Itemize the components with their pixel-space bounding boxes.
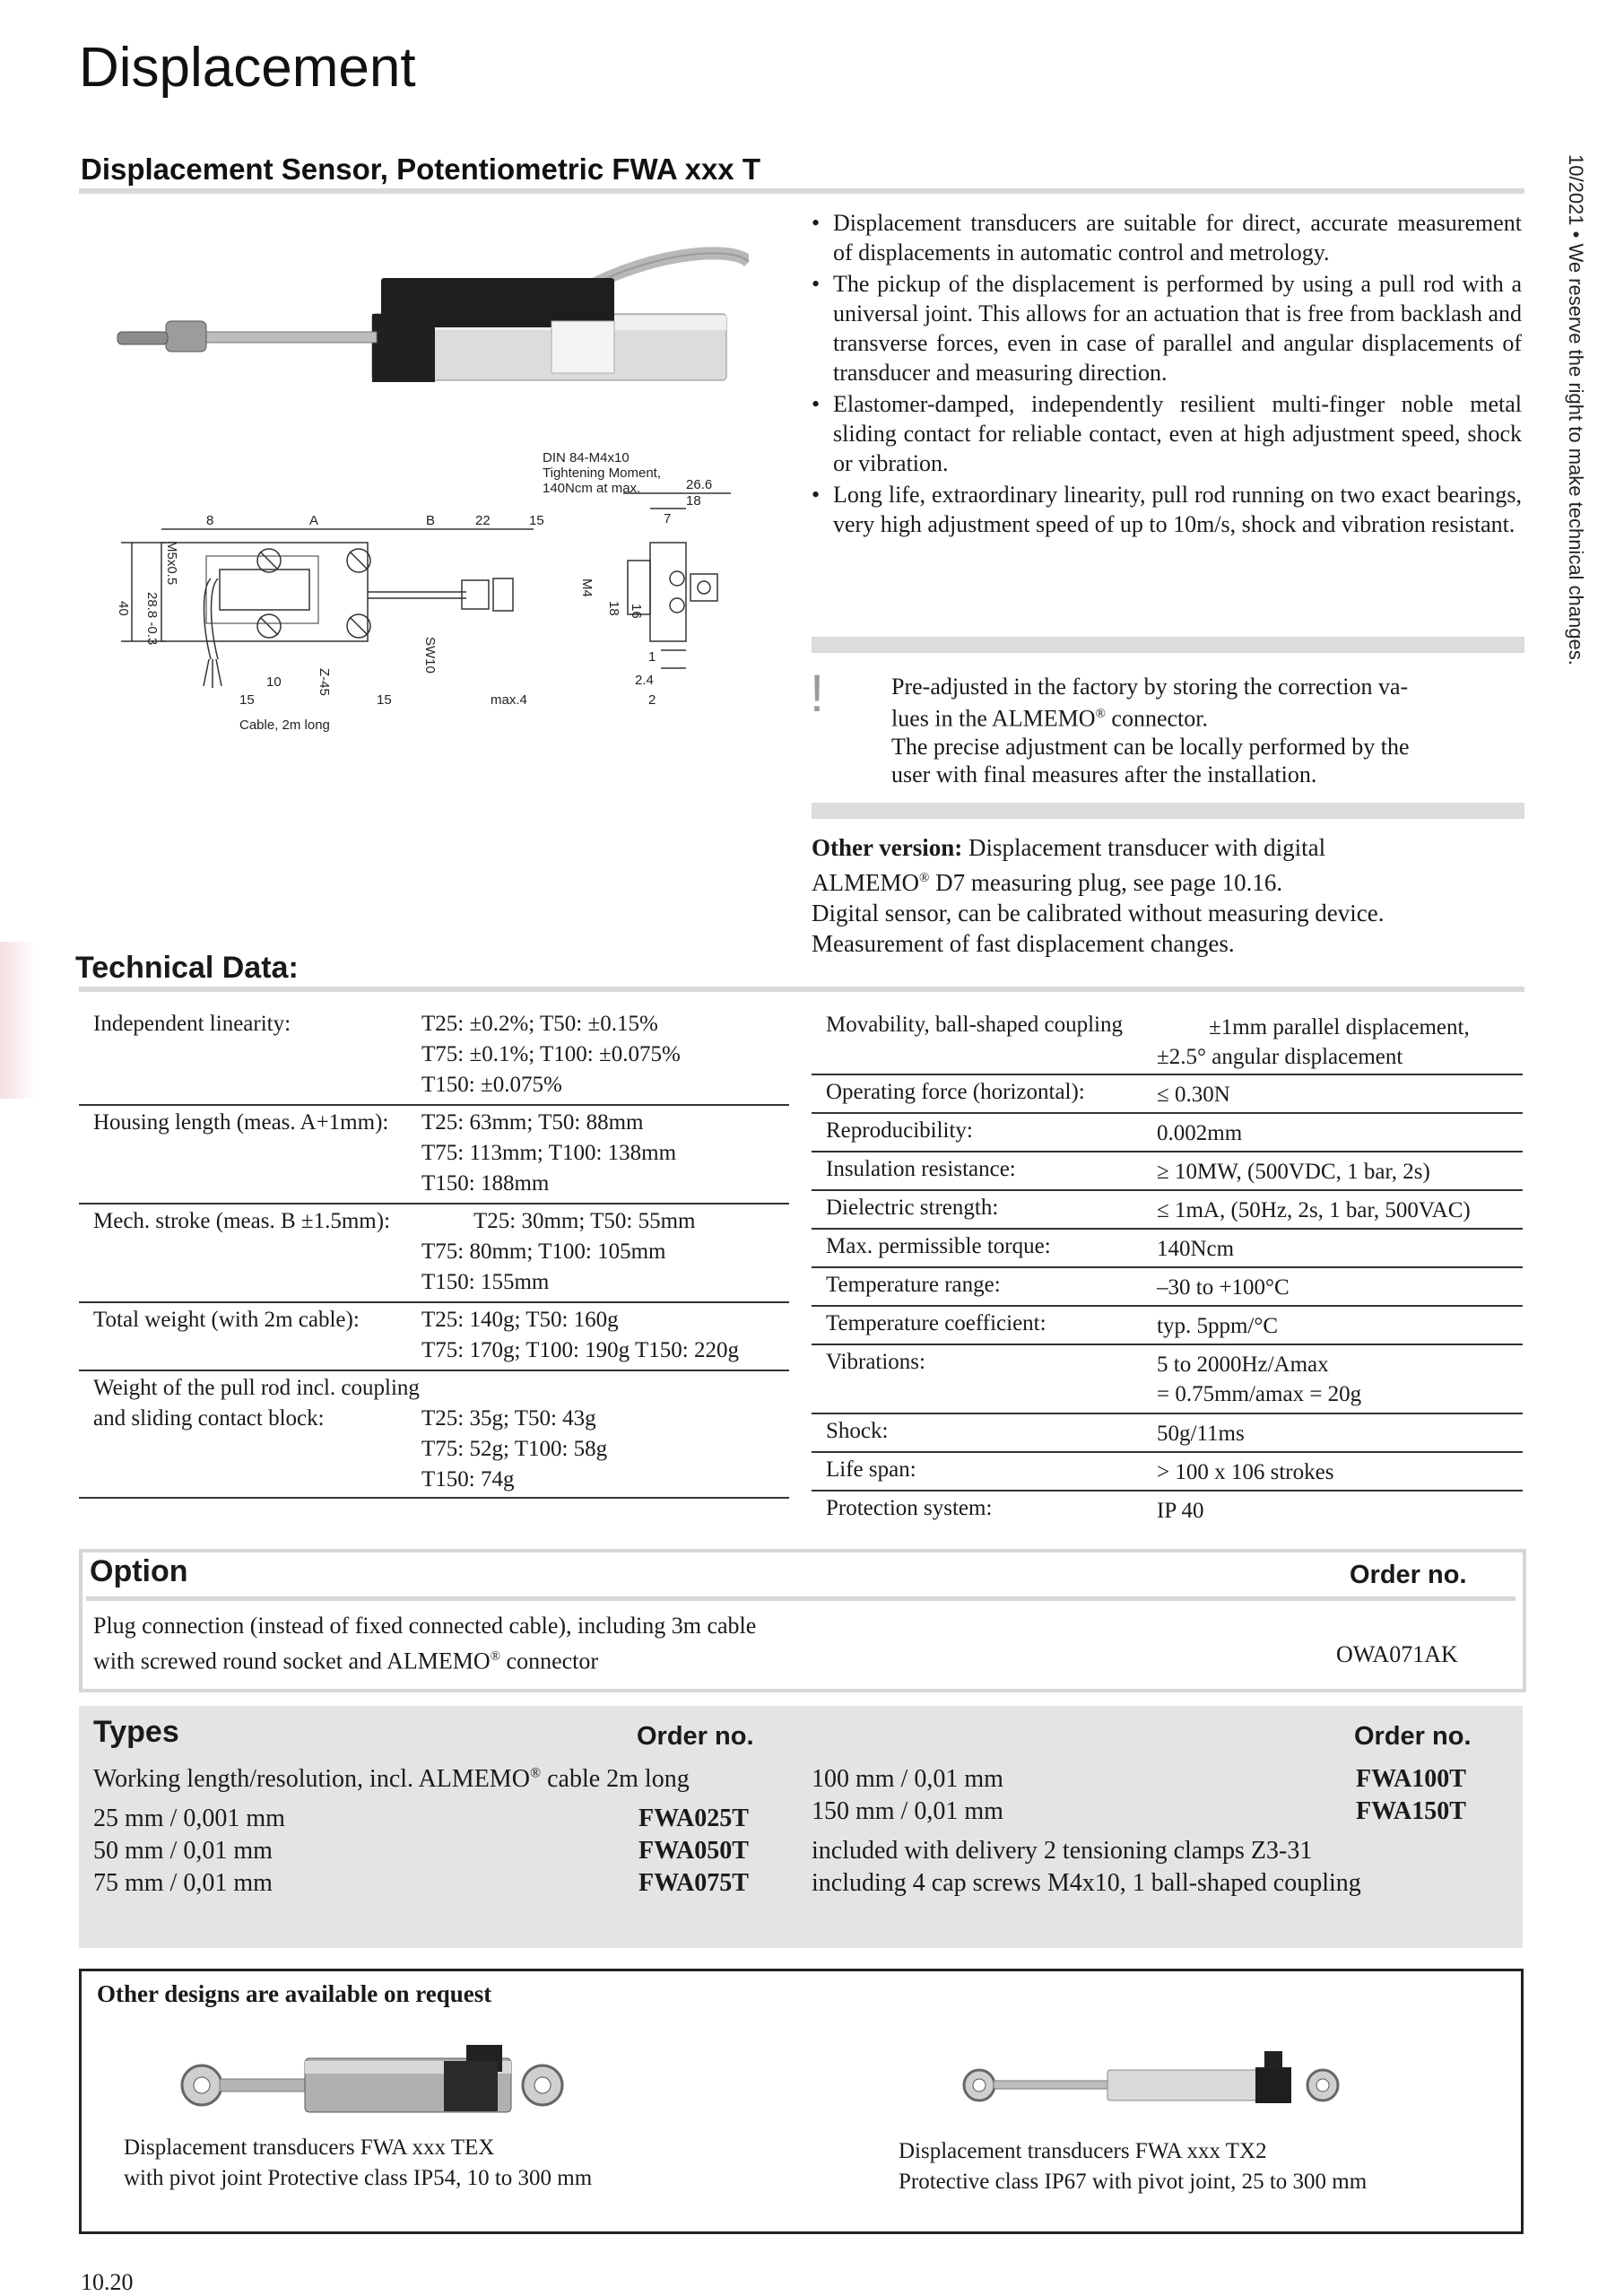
table-row: Reproducibility: 0.002mm bbox=[812, 1115, 1523, 1152]
types-order-label: Order no. bbox=[1354, 1722, 1472, 1751]
product-photo-tx2 bbox=[960, 2040, 1354, 2112]
table-row: Operating force (horizontal): ≤ 0.30N bbox=[812, 1076, 1523, 1114]
dim-label: M5x0.5 bbox=[164, 541, 179, 586]
warning-icon: ! bbox=[810, 665, 825, 723]
option-title: Option bbox=[90, 1554, 188, 1588]
type-code: FWA025T bbox=[638, 1805, 749, 1832]
types-title: Types bbox=[93, 1715, 179, 1749]
table-row: Mech. stroke (meas. B ±1.5mm): T25: 30mm; T50: 55mm T75: 80mm; T100: 105mm T150: 155mm bbox=[79, 1206, 789, 1303]
option-order-label: Order no. bbox=[1350, 1561, 1467, 1589]
type-desc: 150 mm / 0,01 mm bbox=[812, 1797, 1003, 1825]
dim-cable-label: Cable, 2m long bbox=[239, 718, 330, 733]
technical-data-rule bbox=[79, 987, 1524, 992]
table-row: Temperature range: –30 to +100°C bbox=[812, 1269, 1523, 1307]
other-design-caption-tx2: Displacement transducers FWA xxx TX2 Protective class IP67 with pivot joint, 25 to 300 mm bbox=[899, 2139, 1368, 2194]
option-description: Plug connection (instead of fixed connected cable), including 3m cable with screwed round socket and ALMEMO® connector bbox=[93, 1613, 757, 1674]
table-row: Protection system: IP 40 bbox=[826, 1496, 1204, 1523]
dim-label: 26.6 bbox=[686, 477, 713, 492]
types-note: including 4 cap screws M4x10, 1 ball-shaped coupling bbox=[812, 1869, 1361, 1897]
types-intro: Working length/resolution, incl. ALMEMO® cable 2m long bbox=[93, 1765, 690, 1793]
feature-item: • The pickup of the displacement is performed by using a pull rod with a universal joint. This allows for an actuation that is free from backlash and transverse forces, even in case of parallel and angular displacements of transducer and measuring direction. bbox=[812, 271, 1522, 386]
dim-note-tight: Tightening Moment, bbox=[543, 465, 662, 481]
dim-label: 40 bbox=[116, 601, 131, 616]
feature-item: • Elastomer-damped, independently resilient multi-finger noble metal sliding contact for reliable contact, even at high adjustment speed, shock or vibration. bbox=[812, 391, 1522, 476]
table-row: Insulation resistance: ≥ 10MW, (500VDC, 1 bar, 2s) bbox=[812, 1153, 1523, 1191]
dim-label: SW10 bbox=[422, 637, 438, 674]
dim-label: 16 bbox=[629, 604, 644, 619]
table-row: Max. permissible torque: 140Ncm bbox=[812, 1231, 1523, 1268]
table-row: Shock: 50g/11ms bbox=[812, 1415, 1523, 1453]
dim-label: 18 bbox=[606, 601, 621, 616]
type-desc: 75 mm / 0,01 mm bbox=[93, 1869, 273, 1897]
feature-list bbox=[812, 208, 1522, 541]
side-note: 10/2021 • We reserve the right to make technical changes. bbox=[1565, 154, 1587, 665]
page-number: 10.20 bbox=[81, 2269, 134, 2295]
technical-drawing bbox=[112, 444, 776, 749]
note-text: Pre-adjusted in the factory by storing the correction va- lues in the ALMEMO® connector. The precise adjustment can be locally performed by the user with final measures after the installation. bbox=[891, 674, 1410, 787]
other-version: Other version: Displacement transducer with digital ALMEMO® D7 measuring plug, see page 10.16. Digital sensor, can be calibrated without measuring device. Measurement of fast displacement changes. bbox=[812, 834, 1385, 957]
dim-label: M4 bbox=[579, 578, 595, 597]
product-photo-tex bbox=[175, 2036, 569, 2117]
page-title: Displacement bbox=[79, 37, 416, 99]
type-desc: 25 mm / 0,001 mm bbox=[93, 1805, 285, 1832]
note-top-bar bbox=[812, 637, 1524, 653]
dim-note-torque: 140Ncm at max. bbox=[543, 481, 641, 496]
table-row: Housing length (meas. A+1mm): T25: 63mm; T50: 88mm T75: 113mm; T100: 138mm T150: 188mm bbox=[79, 1108, 789, 1205]
feature-item: • Displacement transducers are suitable for direct, accurate measurement of displacements in automatic control and metrology. bbox=[812, 210, 1522, 265]
table-row: Dielectric strength: ≤ 1mA, (50Hz, 2s, 1 bar, 500VAC) bbox=[812, 1192, 1523, 1230]
dim-label: 8 bbox=[206, 513, 214, 528]
dim-label: max.4 bbox=[491, 692, 527, 708]
section-rule bbox=[79, 188, 1524, 194]
technical-data-title: Technical Data: bbox=[75, 951, 299, 985]
types-box bbox=[79, 1706, 1523, 1948]
dim-label: 7 bbox=[664, 511, 672, 526]
dim-label: 15 bbox=[529, 513, 544, 528]
type-code: FWA075T bbox=[638, 1869, 749, 1897]
table-row: Weight of the pull rod incl. coupling and sliding contact block: T25: 35g; T50: 43g T75: 52g; T100: 58g T150: 74g bbox=[79, 1373, 789, 1499]
dim-label: 10 bbox=[266, 674, 282, 690]
dim-label: B bbox=[426, 513, 436, 528]
dim-label: 15 bbox=[377, 692, 392, 708]
option-order-code: OWA071AK bbox=[1336, 1641, 1458, 1667]
table-row: Independent linearity: T25: ±0.2%; T50: ±0.15% T75: ±0.1%; T100: ±0.075% T150: ±0.075% bbox=[79, 1009, 789, 1106]
dim-label: A bbox=[309, 513, 319, 528]
type-code: FWA050T bbox=[638, 1837, 749, 1865]
product-photo bbox=[103, 235, 749, 414]
section-title: Displacement Sensor, Potentiometric FWA xxx T bbox=[81, 152, 760, 186]
dim-label: 2 bbox=[648, 692, 656, 708]
table-row: Life span: > 100 x 106 strokes bbox=[812, 1454, 1523, 1492]
type-code: FWA100T bbox=[1356, 1765, 1466, 1793]
dim-label: 22 bbox=[475, 513, 491, 528]
type-desc: 100 mm / 0,01 mm bbox=[812, 1765, 1003, 1793]
types-order-label: Order no. bbox=[637, 1722, 754, 1751]
dim-label: 15 bbox=[239, 692, 255, 708]
dim-note-din: DIN 84-M4x10 bbox=[543, 450, 630, 465]
type-desc: 50 mm / 0,01 mm bbox=[93, 1837, 273, 1865]
dim-label: 1 bbox=[648, 649, 656, 665]
dim-label: Z-45 bbox=[317, 668, 332, 696]
table-row: Total weight (with 2m cable): T25: 140g; T50: 160g T75: 170g; T100: 190g T150: 220g bbox=[79, 1305, 789, 1371]
other-design-caption-tex: Displacement transducers FWA xxx TEX with pivot joint Protective class IP54, 10 to 300 mm bbox=[124, 2135, 593, 2190]
table-row: Movability, ball-shaped coupling ±1mm parallel displacement, ±2.5° angular displacement bbox=[812, 1009, 1523, 1075]
table-row: Vibrations: 5 to 2000Hz/Amax = 0.75mm/amax = 20g bbox=[812, 1346, 1523, 1414]
dim-label: 28.8 -0.3 bbox=[144, 592, 160, 646]
dim-label: 2.4 bbox=[635, 673, 654, 688]
type-code: FWA150T bbox=[1356, 1797, 1466, 1825]
note-bottom-bar bbox=[812, 803, 1524, 819]
table-row: Temperature coefficient: typ. 5ppm/°C bbox=[812, 1308, 1523, 1345]
types-note: included with delivery 2 tensioning clamps Z3-31 bbox=[812, 1837, 1313, 1865]
other-designs-title: Other designs are available on request bbox=[97, 1980, 492, 2007]
dim-label: 18 bbox=[686, 493, 701, 509]
tech-left-table bbox=[79, 1009, 789, 1502]
feature-item: • Long life, extraordinary linearity, pull rod running on two exact bearings, very high adjustment speed of up to 10m/s, shock and vibration resistant. bbox=[812, 482, 1522, 537]
side-color-band bbox=[0, 942, 36, 1099]
option-rule bbox=[86, 1596, 1515, 1601]
